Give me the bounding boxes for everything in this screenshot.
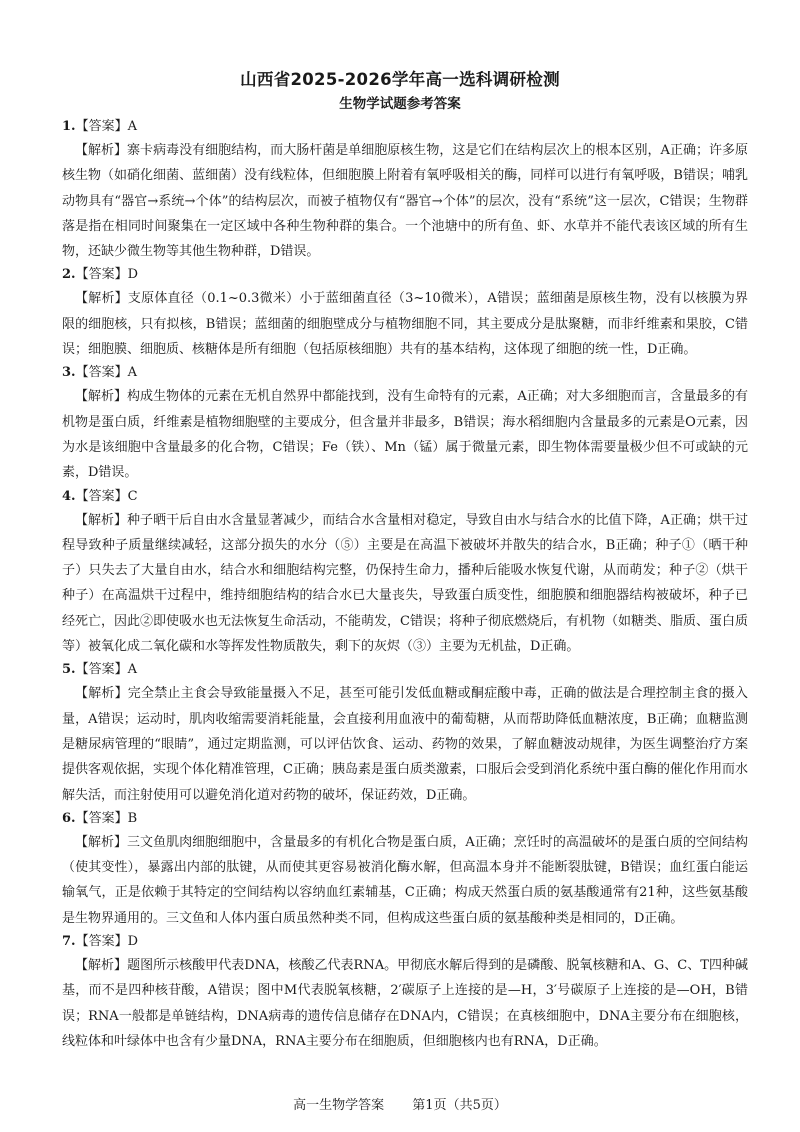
question-number: 5. [62,662,76,678]
explanation-text: 【解析】题图所示核酸甲代表DNA，核酸乙代表RNA。甲彻底水解后得到的是磷酸、脱氧核糖和A、G、C、T四种碱基，而不是四种核苷酸，A错误；图中M代表脱氧核糖，2′碳原子上连接的是—H，3′号碳原子上连接的是—OH，B错误；RNA一般都是单链结构，DNA病毒的遗传信息储存在DNA内，C错误；在真核细胞中，DNA主要分布在细胞核，线粒体和叶绿体中也含有少量DNA，RNA主要分布在细胞质，但细胞核内也有RNA，D正确。 [62,958,748,1049]
question-item-2 [62,264,748,362]
question-item-1 [62,116,748,264]
question-item-7 [62,931,748,1054]
explanation-text: 【解析】三文鱼肌肉细胞细胞中，含量最多的有机化合物是蛋白质，A正确；烹饪时的高温破坏的是蛋白质的空间结构（使其变性），暴露出内部的肽键，从而使其更容易被消化酶水解，但高温本身并不能断裂肽键，B错误；血红蛋白能运输氧气，正是依赖于其特定的空间结构以容纳血红素辅基，C正确；构成天然蛋白质的氨基酸通常有21种，这些氨基酸是生物界通用的。三文鱼和人体内蛋白质虽然种类不同，但构成这些蛋白质的氨基酸种类是相同的，D正确。 [62,834,748,926]
question-number: 3. [62,365,76,381]
question-item-5 [62,659,748,807]
page-title: 山西省2025-2026学年高一选科调研检测 [240,70,560,89]
answer-label: 【答案】A [75,119,137,134]
question-item-6 [62,808,748,931]
explanation-text: 【解析】种子晒干后自由水含量显著减少，而结合水含量相对稳定，导致自由水与结合水的比值下降，A正确；烘干过程导致种子质量继续减轻，这部分损失的水分（⑤）主要是在高温下被破坏并散失的结合水，B正确；种子①（晒干种子）只失去了大量自由水，结合水和细胞结构完整，仍保持生命力，播种后能吸水恢复代谢，从而萌发；种子②（烘干种子）在高温烘干过程中，维持细胞结构的结合水已大量丧失，导致蛋白质变性，细胞膜和细胞器结构被破坏，种子已经死亡，因此②即使吸水也无法恢复生命活动，不能萌发，C错误；将种子彻底燃烧后，有机物（如糖类、脂质、蛋白质等）被氧化成二氧化碳和水等挥发性物质散失，剩下的灰烬（③）主要为无机盐，D正确。 [62,512,748,655]
explanation-text: 【解析】支原体直径（0.1~0.3微米）小于蓝细菌直径（3~10微米），A错误；蓝细菌是原核生物，没有以核膜为界限的细胞核，只有拟核，B错误；蓝细菌的细胞壁成分与植物细胞不同，其主要成分是肽聚糖，而非纤维素和果胶，C错误；细胞膜、细胞质、核糖体是所有细胞（包括原核细胞）共有的基本结构，这体现了细胞的统一性，D正确。 [62,291,748,358]
answer-line [62,659,748,681]
question-number: 2. [62,267,76,283]
page-footer [0,1094,800,1113]
answer-line [62,116,748,138]
question-number: 4. [62,488,76,504]
answer-line [62,362,748,384]
question-item-3 [62,362,748,485]
answer-line [62,931,748,953]
answer-label: 【答案】A [75,365,137,381]
explanation-text: 【解析】寨卡病毒没有细胞结构，而大肠杆菌是单细胞原核生物，这是它们在结构层次上的根本区别，A正确；许多原核生物（如硝化细菌、蓝细菌）没有线粒体，但细胞膜上附着有氧呼吸相关的酶，同样可以进行有氧呼吸，B错误；哺乳动物具有“器官→系统→个体”的结构层次，而被子植物仅有“器官→个体”的层次，没有“系统”这一层次，C错误；生物群落是指在相同时间聚集在一定区域中各种生物种群的集合。一个池塘中的所有鱼、虾、水草并不能代表该区域的所有生物，还缺少微生物等其他生物种群，D错误。 [62,143,748,260]
page-subtitle: 生物学试题参考答案 [339,96,461,112]
answer-label: 【答案】D [75,267,139,283]
answer-line [62,808,748,830]
answer-list [62,116,748,1054]
question-number: 1. [62,119,76,134]
answer-label: 【答案】A [75,662,137,678]
explanation-text: 【解析】完全禁止主食会导致能量摄入不足，甚至可能引发低血糖或酮症酸中毒，正确的做法是合理控制主食的摄入量，A错误；运动时，肌肉收缩需要消耗能量，会直接利用血液中的葡萄糖，从而帮助降低血糖浓度，B正确；血糖监测是糖尿病管理的“眼睛”，通过定期监测，可以评估饮食、运动、药物的效果，了解血糖波动规律，为医生调整治疗方案提供客观依据，实现个体化精准管理，C正确；胰岛素是蛋白质类激素，口服后会受到消化系统中蛋白酶的催化作用而水解失活，而注射使用可以避免消化道对药物的破坏，保证药效，D正确。 [62,686,748,803]
footer-page-number: 第1页（共5页） [412,1098,507,1113]
answer-label: 【答案】C [75,488,138,504]
answer-line [62,264,748,286]
answer-label: 【答案】D [75,934,139,950]
footer-subject: 高一生物学答案 [293,1098,385,1113]
question-number: 6. [62,810,76,826]
explanation-text: 【解析】构成生物体的元素在无机自然界中都能找到，没有生命特有的元素，A正确；对大多细胞而言，含量最多的有机物是蛋白质，纤维素是植物细胞壁的主要成分，但含量并非最多，B错误；海水稻细胞内含量最多的元素是O元素，因为水是该细胞中含量最多的化合物，C错误；Fe（铁）、Mn（锰）属于微量元素，即生物体需要量极少但不可或缺的元素，D错误。 [62,389,748,481]
answer-line [62,486,748,508]
question-number: 7. [62,934,76,950]
question-item-4 [62,486,748,660]
answer-label: 【答案】B [75,810,138,826]
